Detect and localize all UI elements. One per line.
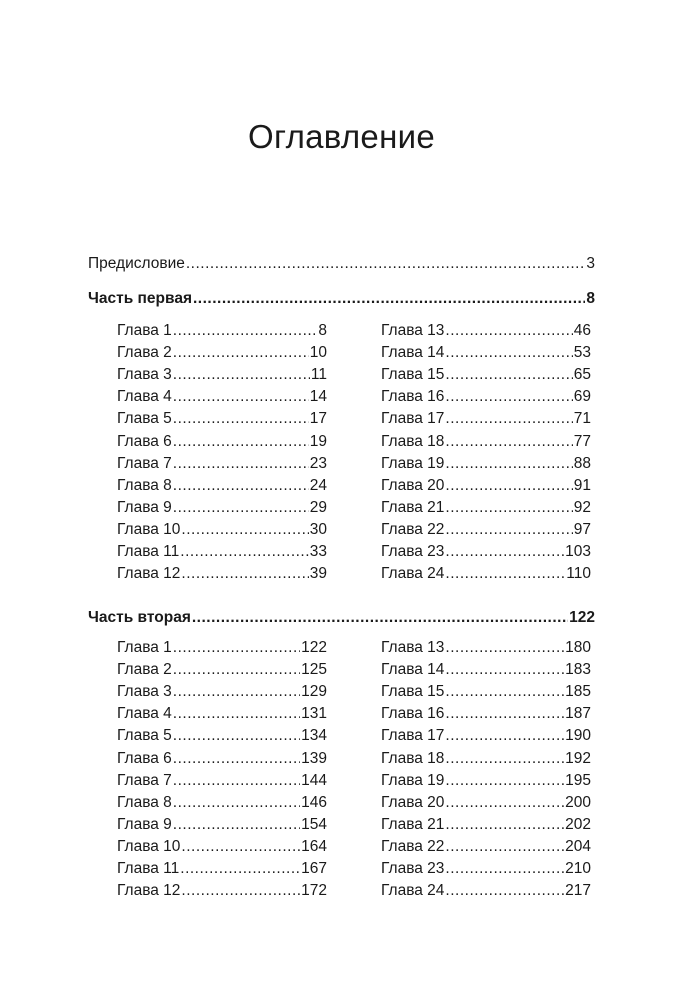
toc-chapter-entry [117, 497, 327, 519]
toc-entry-page: 8 [586, 290, 595, 307]
dot-leader [445, 836, 564, 858]
toc-entry-page: 29 [309, 498, 327, 516]
toc-entry-label: Глава 16 [381, 705, 445, 723]
toc-entry-label: Глава 13 [381, 322, 445, 339]
toc-chapter-entry [117, 364, 327, 386]
toc-entry-label: Глава 17 [381, 410, 445, 428]
dot-leader [173, 770, 300, 792]
toc-entry-label: Глава 1 [117, 639, 172, 656]
toc-entry-label: Глава 20 [381, 793, 445, 811]
dot-leader [445, 770, 564, 792]
dot-leader [181, 880, 300, 902]
toc-entry-page: 164 [301, 837, 327, 855]
toc-entry-label: Глава 6 [117, 749, 172, 767]
dot-leader [181, 836, 300, 858]
toc-entry-label: Глава 3 [117, 366, 172, 384]
dot-leader [192, 607, 568, 629]
dot-leader [173, 408, 309, 430]
toc-entry-page: 69 [573, 388, 591, 406]
toc-entry-label: Глава 7 [117, 454, 172, 472]
toc-entry-label: Глава 12 [117, 565, 181, 583]
dot-leader [445, 408, 572, 430]
dot-leader [173, 364, 310, 386]
toc-entry-page: 172 [301, 882, 327, 900]
toc-chapter-entry [117, 453, 327, 475]
toc-entry-page: 91 [573, 476, 591, 494]
dot-leader [173, 725, 300, 747]
toc-entry-page: 30 [309, 520, 327, 538]
toc-entry-label: Глава 3 [117, 683, 172, 701]
toc-entry-page: 23 [309, 454, 327, 472]
toc-entry-label: Глава 11 [117, 543, 180, 560]
toc-entry-label: Глава 15 [381, 366, 445, 384]
toc-entry-page: 192 [565, 749, 591, 767]
toc-chapter-entry [117, 475, 327, 497]
toc-entry-label: Глава 10 [117, 520, 181, 538]
dot-leader [445, 637, 564, 659]
toc-entry-label: Глава 24 [381, 882, 445, 900]
toc-chapter-entry [117, 792, 327, 814]
toc-chapter-entry [381, 836, 591, 858]
toc-chapter-entry [381, 541, 591, 563]
toc-entry-page: 8 [318, 322, 327, 339]
toc-chapter-entry [117, 770, 327, 792]
toc-chapter-entry [117, 320, 327, 342]
toc-chapter-entry [117, 659, 327, 681]
toc-chapter-entry [381, 497, 591, 519]
dot-leader [173, 748, 300, 770]
toc-entry-page: 3 [586, 255, 595, 272]
dot-leader [445, 320, 572, 342]
toc-chapter-entry [117, 541, 327, 563]
toc-entry-page: 10 [309, 344, 327, 362]
dot-leader [445, 475, 572, 497]
toc-entry-page: 19 [309, 432, 327, 450]
toc-entry-label: Глава 18 [381, 432, 445, 450]
dot-leader [445, 563, 565, 585]
toc-entry-page: 144 [301, 771, 327, 789]
dot-leader [173, 320, 318, 342]
dot-leader [193, 288, 585, 310]
toc-entry-page: 200 [565, 793, 591, 811]
toc-entry-page: 92 [573, 498, 591, 516]
toc-chapter-entry [381, 475, 591, 497]
dot-leader [445, 858, 564, 880]
toc-part-1-heading [88, 288, 595, 310]
dot-leader [445, 814, 564, 836]
toc-entry-page: 33 [309, 543, 327, 560]
toc-entry-label: Глава 21 [381, 498, 445, 516]
dot-leader [173, 431, 309, 453]
toc-entry-page: 131 [301, 705, 327, 723]
toc-chapter-entry [117, 725, 327, 747]
dot-leader [181, 519, 308, 541]
toc-chapter-entry [381, 770, 591, 792]
toc-chapter-entry [381, 408, 591, 430]
toc-chapter-entry [381, 320, 591, 342]
toc-entry-page: 103 [565, 543, 591, 560]
toc-chapter-entry [381, 880, 591, 902]
toc-entry-page: 122 [569, 609, 595, 626]
toc-entry-label: Глава 5 [117, 727, 172, 745]
toc-entry-label: Глава 17 [381, 727, 445, 745]
dot-leader [186, 253, 586, 275]
toc-entry-page: 88 [573, 454, 591, 472]
toc-chapter-entry [117, 703, 327, 725]
toc-chapter-entry [117, 748, 327, 770]
toc-entry-preface [88, 253, 595, 275]
dot-leader [173, 659, 300, 681]
dot-leader [445, 519, 572, 541]
toc-entry-page: 122 [301, 639, 327, 656]
dot-leader [173, 681, 300, 703]
toc-entry-label: Глава 19 [381, 771, 445, 789]
toc-entry-page: 217 [565, 882, 591, 900]
dot-leader [180, 858, 300, 880]
toc-chapter-entry [117, 342, 327, 364]
toc-entry-label: Глава 10 [117, 837, 181, 855]
dot-leader [181, 563, 308, 585]
toc-entry-page: 139 [301, 749, 327, 767]
toc-entry-page: 185 [565, 683, 591, 701]
dot-leader [173, 386, 309, 408]
toc-entry-label: Глава 14 [381, 344, 445, 362]
toc-chapter-entry [381, 858, 591, 880]
toc-chapter-entry [117, 431, 327, 453]
toc-entry-label: Глава 15 [381, 683, 445, 701]
toc-entry-label: Глава 21 [381, 815, 445, 833]
dot-leader [445, 703, 564, 725]
toc-chapter-entry [117, 858, 327, 880]
toc-entry-page: 24 [309, 476, 327, 494]
toc-chapter-entry [381, 519, 591, 541]
toc-entry-label: Глава 11 [117, 860, 180, 877]
toc-entry-label: Глава 23 [381, 860, 445, 877]
toc-entry-label: Глава 2 [117, 661, 172, 679]
toc-chapter-entry [117, 836, 327, 858]
toc-entry-page: 77 [573, 432, 591, 450]
toc-entry-page: 187 [565, 705, 591, 723]
dot-leader [445, 453, 572, 475]
toc-entry-label: Глава 7 [117, 771, 172, 789]
toc-chapter-entry [117, 637, 327, 659]
toc-entry-label: Глава 4 [117, 705, 172, 723]
toc-entry-page: 14 [309, 388, 327, 406]
toc-chapter-entry [381, 453, 591, 475]
toc-entry-page: 183 [565, 661, 591, 679]
dot-leader [173, 792, 300, 814]
toc-entry-label: Глава 9 [117, 498, 172, 516]
dot-leader [173, 703, 300, 725]
dot-leader [445, 792, 564, 814]
toc-entry-label: Глава 13 [381, 639, 445, 656]
toc-entry-page: 202 [565, 815, 591, 833]
toc-entry-page: 39 [309, 565, 327, 583]
toc-chapter-entry [381, 637, 591, 659]
toc-chapter-entry [381, 659, 591, 681]
page-title: Оглавление [248, 118, 435, 155]
toc-chapter-entry [117, 880, 327, 902]
toc-entry-label: Глава 2 [117, 344, 172, 362]
dot-leader [173, 453, 309, 475]
toc-entry-page: 134 [301, 727, 327, 745]
toc-chapter-entry [381, 792, 591, 814]
dot-leader [173, 475, 309, 497]
toc-chapter-entry [381, 563, 591, 585]
toc-entry-label: Глава 23 [381, 543, 445, 560]
toc-part-2-heading [88, 607, 595, 629]
toc-entry-page: 146 [301, 793, 327, 811]
toc-entry-label: Глава 24 [381, 565, 445, 583]
toc-entry-page: 97 [573, 520, 591, 538]
toc-entry-label: Часть первая [88, 290, 192, 307]
dot-leader [445, 880, 564, 902]
dot-leader [445, 681, 564, 703]
toc-entry-label: Глава 20 [381, 476, 445, 494]
dot-leader [173, 814, 300, 836]
toc-chapter-entry [381, 386, 591, 408]
toc-chapter-entry [117, 519, 327, 541]
toc-chapter-entry [117, 563, 327, 585]
toc-chapter-entry [381, 725, 591, 747]
toc-entry-page: 71 [573, 410, 591, 428]
dot-leader [173, 637, 300, 659]
toc-entry-page: 110 [566, 565, 591, 583]
toc-entry-page: 195 [565, 771, 591, 789]
toc-entry-label: Глава 6 [117, 432, 172, 450]
toc-entry-page: 53 [573, 344, 591, 362]
toc-entry-page: 167 [301, 860, 327, 877]
dot-leader [173, 497, 309, 519]
toc-entry-label: Глава 4 [117, 388, 172, 406]
toc-chapter-entry [381, 748, 591, 770]
toc-entry-page: 129 [301, 683, 327, 701]
toc-entry-page: 190 [565, 727, 591, 745]
toc-entry-label: Глава 5 [117, 410, 172, 428]
toc-chapter-entry [117, 386, 327, 408]
toc-entry-label: Предисловие [88, 255, 185, 272]
toc-entry-page: 65 [573, 366, 591, 384]
toc-entry-label: Глава 16 [381, 388, 445, 406]
dot-leader [445, 342, 572, 364]
toc-chapter-entry [381, 814, 591, 836]
dot-leader [180, 541, 308, 563]
toc-chapter-entry [117, 681, 327, 703]
toc-entry-page: 210 [565, 860, 591, 877]
toc-entry-label: Глава 12 [117, 882, 181, 900]
toc-entry-page: 17 [309, 410, 327, 428]
dot-leader [445, 748, 564, 770]
toc-chapter-entry [381, 342, 591, 364]
dot-leader [445, 725, 564, 747]
dot-leader [445, 364, 572, 386]
toc-entry-page: 154 [301, 815, 327, 833]
toc-entry-label: Глава 1 [117, 322, 172, 339]
toc-entry-label: Глава 14 [381, 661, 445, 679]
toc-entry-label: Глава 18 [381, 749, 445, 767]
toc-entry-page: 125 [301, 661, 327, 679]
dot-leader [173, 342, 309, 364]
dot-leader [445, 659, 564, 681]
toc-chapter-entry [381, 431, 591, 453]
toc-entry-page: 46 [573, 322, 591, 339]
toc-chapter-entry [381, 364, 591, 386]
toc-entry-page: 204 [565, 837, 591, 855]
toc-chapter-entry [381, 681, 591, 703]
toc-entry-label: Глава 22 [381, 837, 445, 855]
toc-chapter-entry [117, 408, 327, 430]
toc-entry-page: 180 [565, 639, 591, 656]
dot-leader [445, 497, 572, 519]
dot-leader [445, 386, 572, 408]
toc-entry-label: Глава 22 [381, 520, 445, 538]
dot-leader [445, 431, 572, 453]
toc-entry-label: Глава 9 [117, 815, 172, 833]
toc-chapter-entry [381, 703, 591, 725]
toc-chapter-entry [117, 814, 327, 836]
toc-entry-label: Глава 8 [117, 793, 172, 811]
toc-entry-label: Глава 19 [381, 454, 445, 472]
toc-entry-label: Глава 8 [117, 476, 172, 494]
toc-entry-page: 11 [310, 366, 327, 384]
dot-leader [445, 541, 564, 563]
toc-entry-label: Часть вторая [88, 609, 191, 626]
